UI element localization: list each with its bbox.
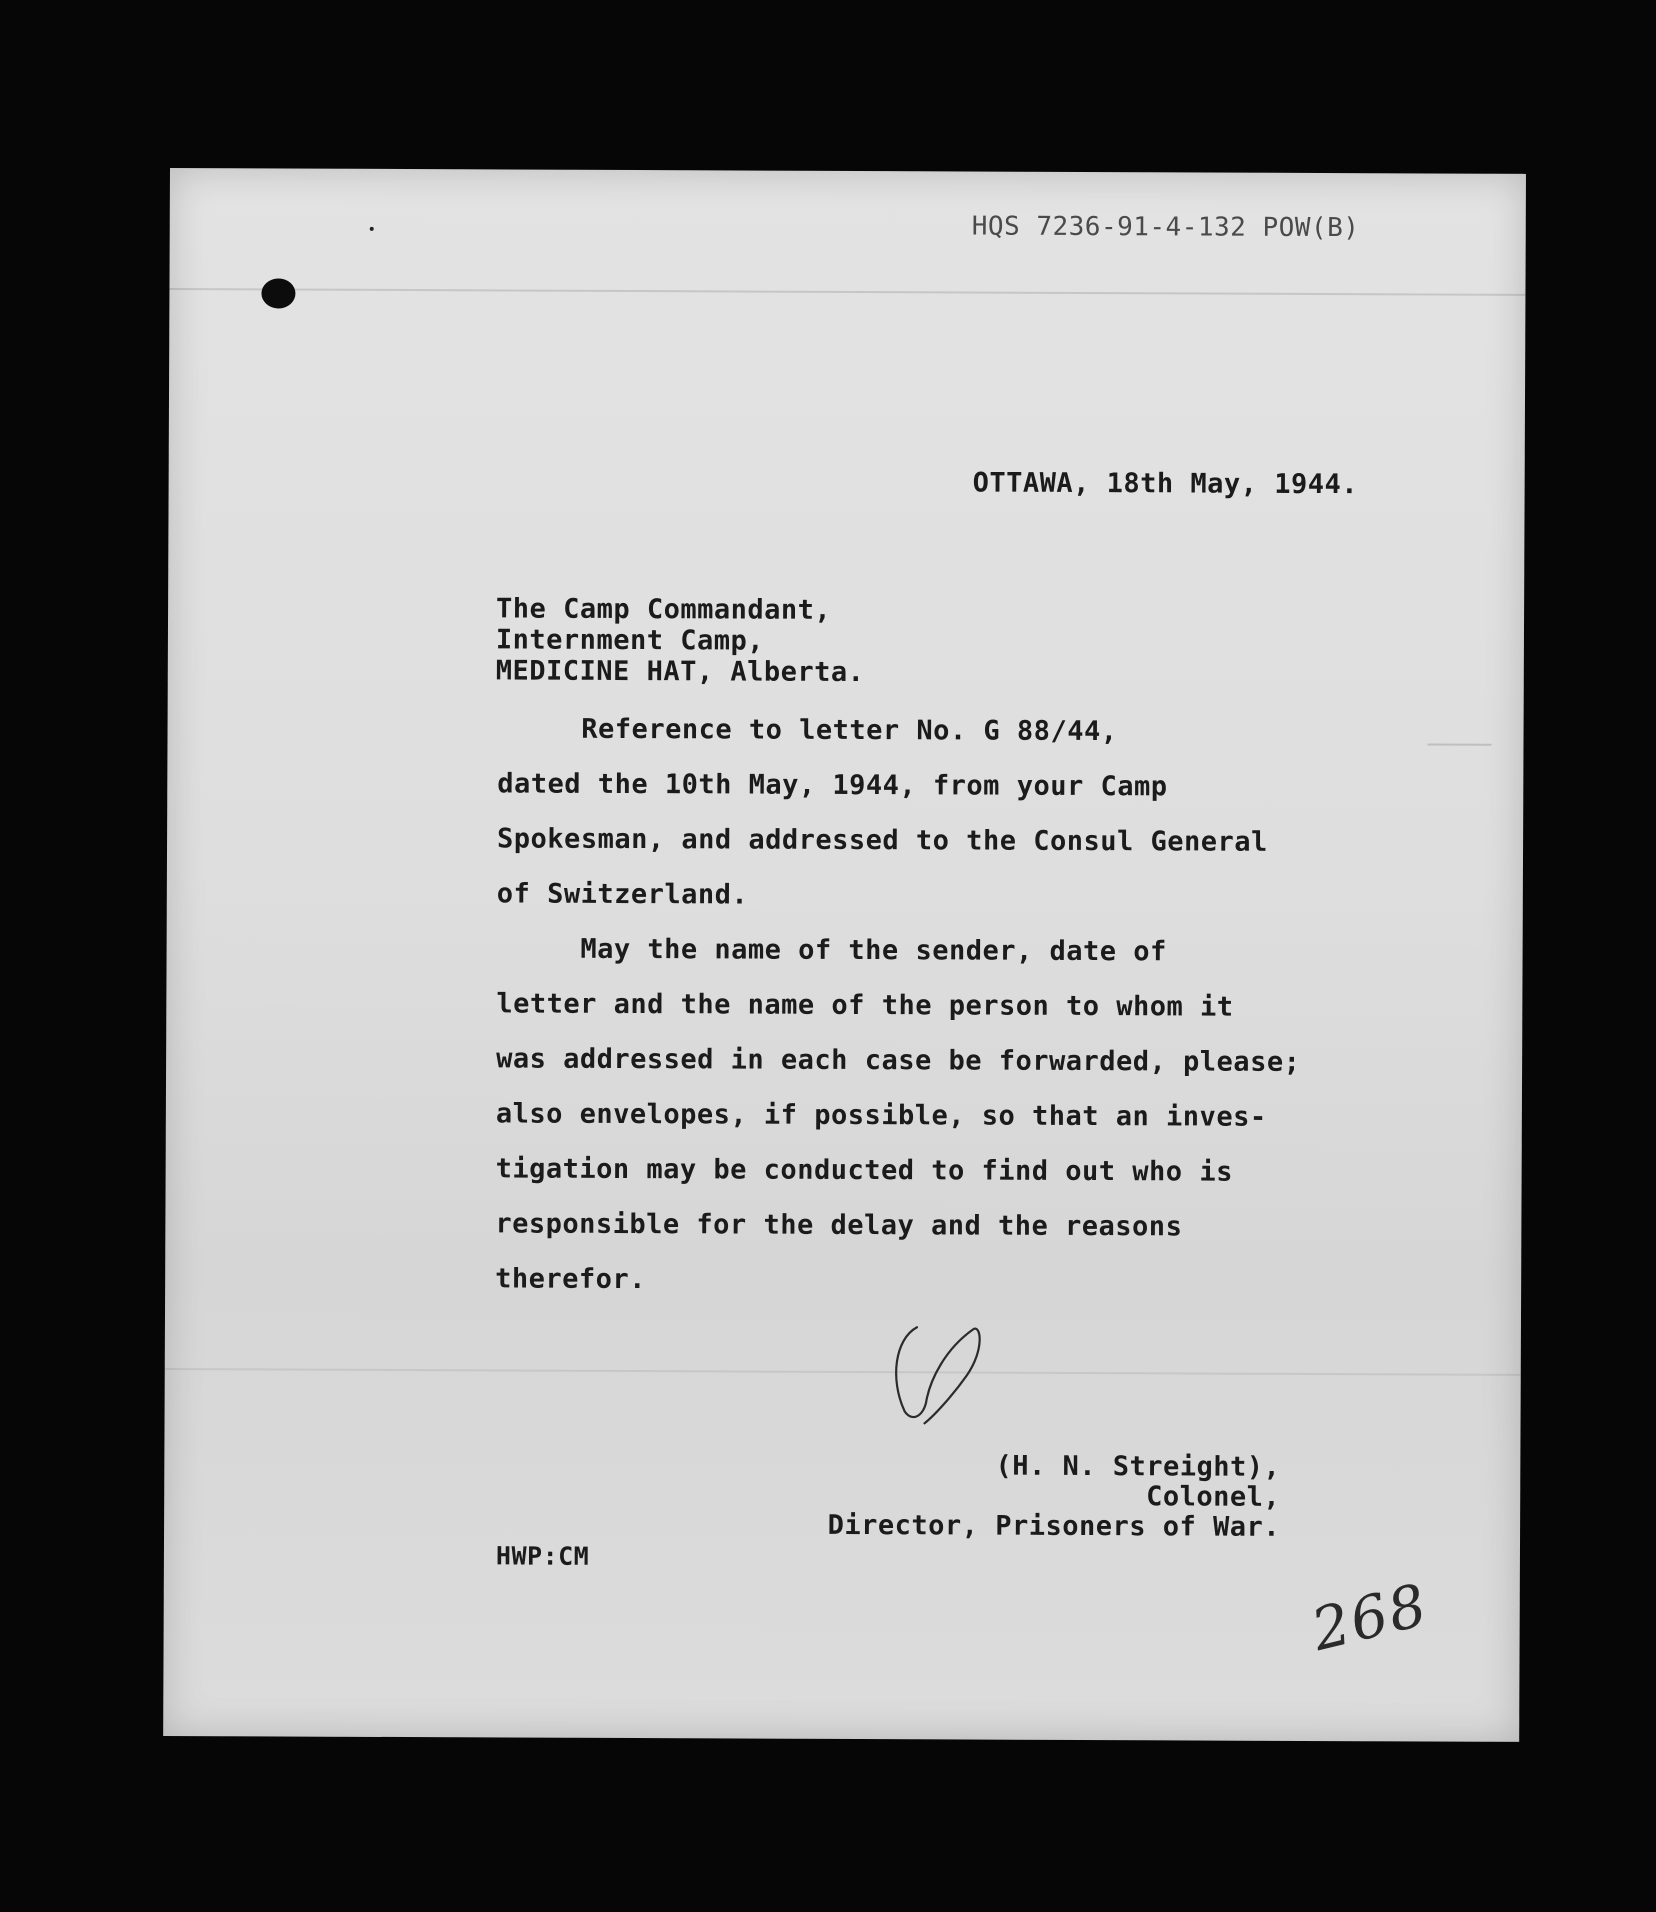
fold-line [169,288,1525,296]
signature-block [828,1451,1281,1543]
recipient-address [496,593,865,688]
body-line: Reference to letter No. G 88/44, [497,713,1118,748]
handwritten-page-number: 268 [1305,1570,1435,1665]
speck [370,227,374,231]
handwritten-initials [855,1319,995,1430]
edge-mark [1427,743,1491,745]
recipient-line: The Camp Commandant, [496,593,832,626]
place-date: OTTAWA, 18th May, 1944. [972,467,1359,501]
body-line: of Switzerland. [496,878,749,911]
typist-initials: HWP:CM [495,1541,590,1571]
recipient-line: MEDICINE HAT, Alberta. [495,655,865,689]
body-line: May the name of the sender, date of [496,933,1167,968]
recipient-line: Internment Camp, [495,624,765,657]
paragraph-reference [497,701,1269,924]
body-line: dated the 10th May, 1944, from your Camp [497,768,1168,803]
punch-hole [261,278,295,308]
file-reference: HQS 7236-91-4-132 POW(B) [971,211,1360,244]
body-line: Spokesman, and addressed to the Consul General [497,823,1268,858]
body-line: also envelopes, if possible, so that an inves- [495,1098,1267,1133]
body-line: tigation may be conducted to find out who is [495,1153,1233,1188]
body-line: was addressed in each case be forwarded, please; [496,1043,1301,1078]
letter-page [163,168,1526,1742]
paragraph-request [495,921,1301,1310]
body-line: therefor. [495,1263,647,1296]
fold-line [165,1368,1521,1376]
body-line: responsible for the delay and the reasons [495,1208,1183,1243]
signatory-name: (H. N. Streight), [995,1450,1281,1483]
signatory-rank: Colonel, [1146,1481,1281,1513]
body-line: letter and the name of the person to whom it [496,988,1234,1023]
signatory-title: Director, Prisoners of War. [827,1509,1281,1543]
